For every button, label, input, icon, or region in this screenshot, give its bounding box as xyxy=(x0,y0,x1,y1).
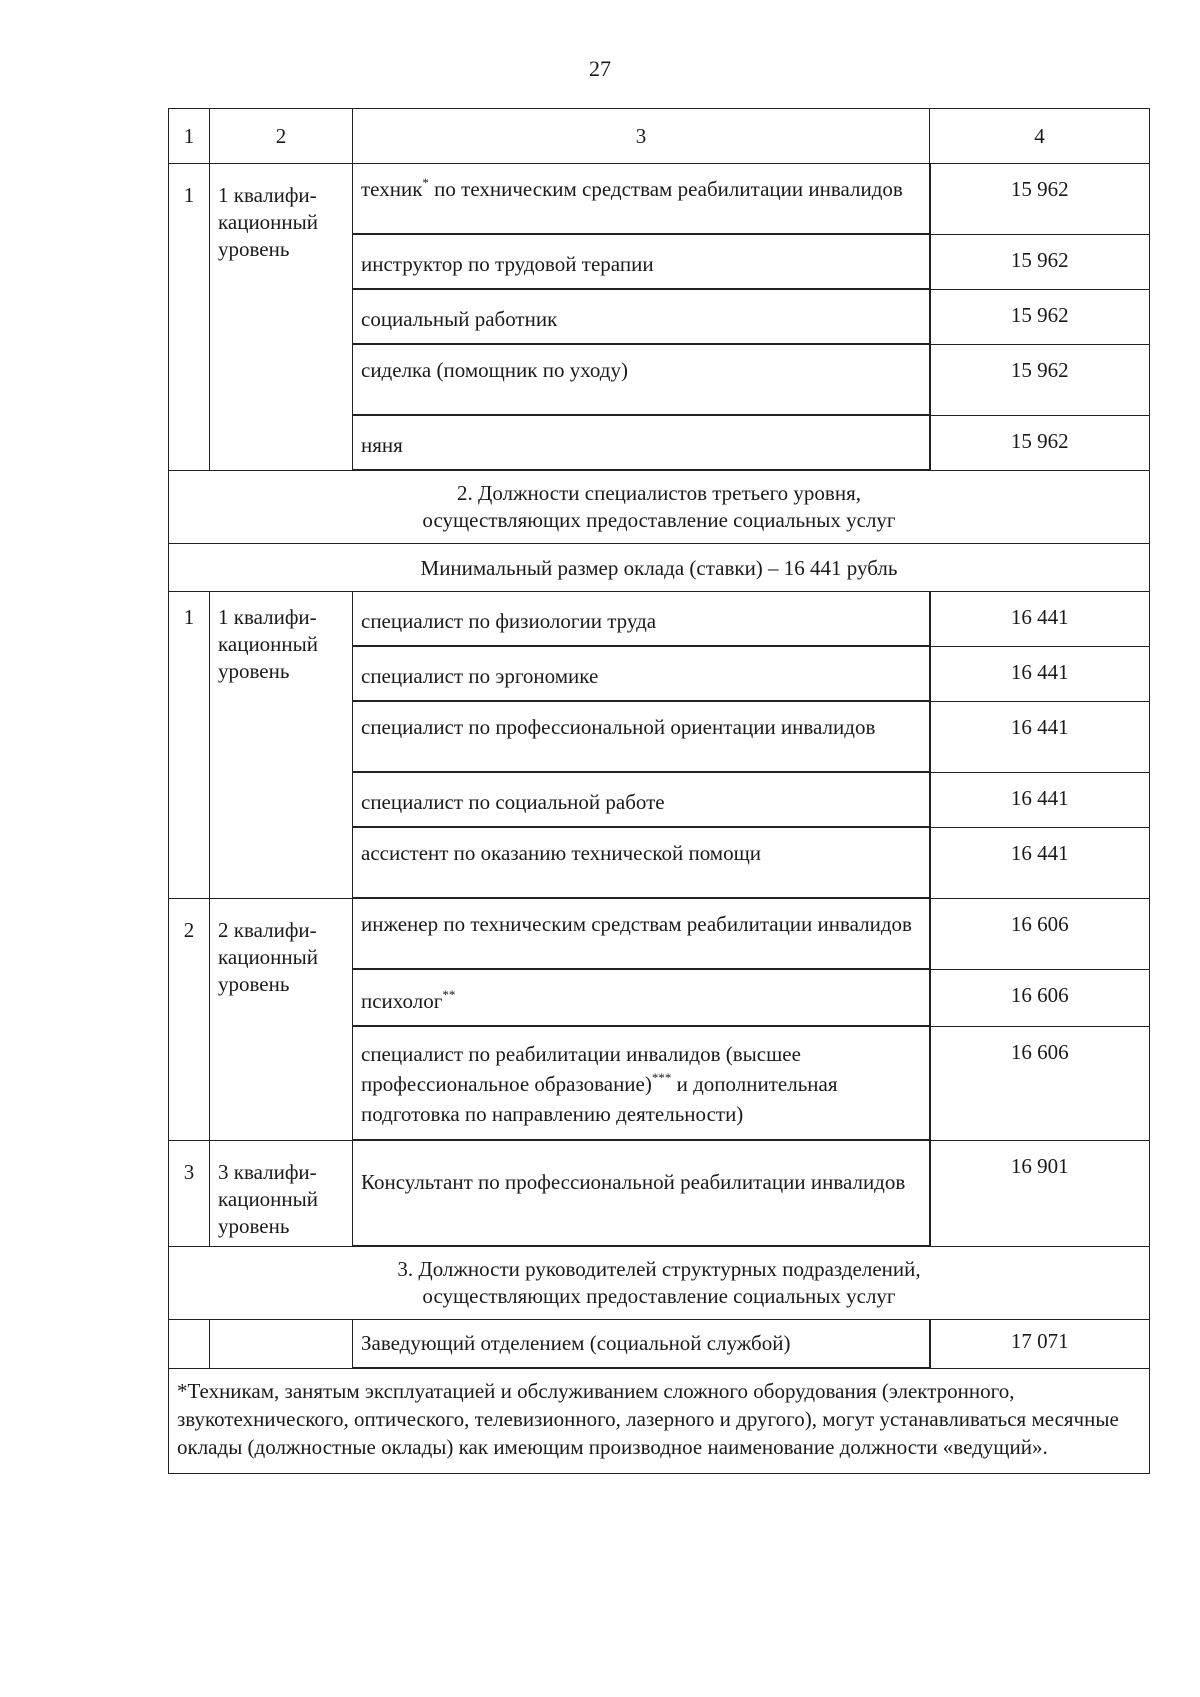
min-salary-text: Минимальный размер оклада (ставки) – 16 441 рубль xyxy=(169,544,1150,592)
qualification-level: 1 квалифи-кационный уровень xyxy=(210,164,353,471)
qualification-level: 3 квалифи-кационный уровень xyxy=(210,1140,353,1246)
position-name: социальный работник xyxy=(353,289,930,344)
table-header-row xyxy=(169,109,1150,164)
position-name: ассистент по оказанию технической помощи xyxy=(353,827,930,898)
table-row xyxy=(169,592,1150,647)
min-salary-row xyxy=(169,544,1150,592)
row-number: 1 xyxy=(169,164,210,471)
footnote-row xyxy=(169,1368,1150,1474)
footnote-mark: ** xyxy=(442,987,456,1002)
position-name: специалист по реабилитации инвалидов (высшее профессиональное образование)*** и дополнительная подготовка по направлению деятельности) xyxy=(353,1026,930,1140)
footnote-mark: *** xyxy=(651,1070,672,1085)
salary-value: 15 962 xyxy=(930,289,1150,344)
table-row xyxy=(169,898,1150,969)
section-header-row xyxy=(169,1246,1150,1320)
position-name: специалист по социальной работе xyxy=(353,772,930,827)
salary-value: 17 071 xyxy=(930,1320,1150,1369)
header-col-3: 3 xyxy=(353,109,930,164)
section-header-row xyxy=(169,470,1150,544)
salary-value: 15 962 xyxy=(930,415,1150,470)
position-name: психолог** xyxy=(353,969,930,1026)
salary-table xyxy=(168,108,1150,1474)
salary-value: 15 962 xyxy=(930,234,1150,289)
position-name: Консультант по профессиональной реабилитации инвалидов xyxy=(353,1140,930,1246)
salary-value: 15 962 xyxy=(930,344,1150,415)
header-col-1: 1 xyxy=(169,109,210,164)
salary-value: 16 901 xyxy=(930,1140,1150,1246)
position-name: специалист по физиологии труда xyxy=(353,592,930,647)
page-number: 27 xyxy=(589,56,611,81)
row-number: 1 xyxy=(169,592,210,899)
salary-value: 16 606 xyxy=(930,898,1150,969)
position-name: техник* по техническим средствам реабилитации инвалидов xyxy=(353,164,930,235)
salary-value: 16 441 xyxy=(930,772,1150,827)
position-name: Заведующий отделением (социальной службой) xyxy=(353,1320,930,1369)
qualification-level: 1 квалифи-кационный уровень xyxy=(210,592,353,899)
qualification-level: 2 квалифи-кационный уровень xyxy=(210,898,353,1140)
salary-value: 16 441 xyxy=(930,592,1150,647)
header-col-2: 2 xyxy=(210,109,353,164)
salary-value: 15 962 xyxy=(930,164,1150,235)
salary-value: 16 441 xyxy=(930,827,1150,898)
table-row xyxy=(169,1320,1150,1369)
salary-value: 16 441 xyxy=(930,646,1150,701)
row-number: 2 xyxy=(169,898,210,1140)
position-name: специалист по профессиональной ориентации инвалидов xyxy=(353,701,930,772)
header-col-4: 4 xyxy=(930,109,1150,164)
salary-value: 16 606 xyxy=(930,969,1150,1026)
footnote-text: *Техникам, занятым эксплуатацией и обслуживанием сложного оборудования (электронного, звукотехнического, оптического, телевизионного, лазерного и другого), могут устанавливаться месячные оклады (должностные оклады) как имеющим производное наименование должности «ведущий». xyxy=(169,1368,1150,1474)
position-name: сиделка (помощник по уходу) xyxy=(353,344,930,415)
row-number-empty xyxy=(169,1320,210,1369)
footnote-mark: * xyxy=(422,175,429,190)
row-number: 3 xyxy=(169,1140,210,1246)
position-name: инструктор по трудовой терапии xyxy=(353,234,930,289)
section-title: 2. Должности специалистов третьего уровня, осуществляющих предоставление социальных услуг xyxy=(169,470,1150,544)
qualification-level-empty xyxy=(210,1320,353,1369)
position-name: специалист по эргономике xyxy=(353,646,930,701)
salary-value: 16 441 xyxy=(930,701,1150,772)
table-row xyxy=(169,164,1150,235)
section-title: 3. Должности руководителей структурных подразделений, осуществляющих предоставление социальных услуг xyxy=(169,1246,1150,1320)
salary-value: 16 606 xyxy=(930,1026,1150,1140)
position-name: инженер по техническим средствам реабилитации инвалидов xyxy=(353,898,930,969)
position-name: няня xyxy=(353,415,930,470)
table-row xyxy=(169,1140,1150,1246)
